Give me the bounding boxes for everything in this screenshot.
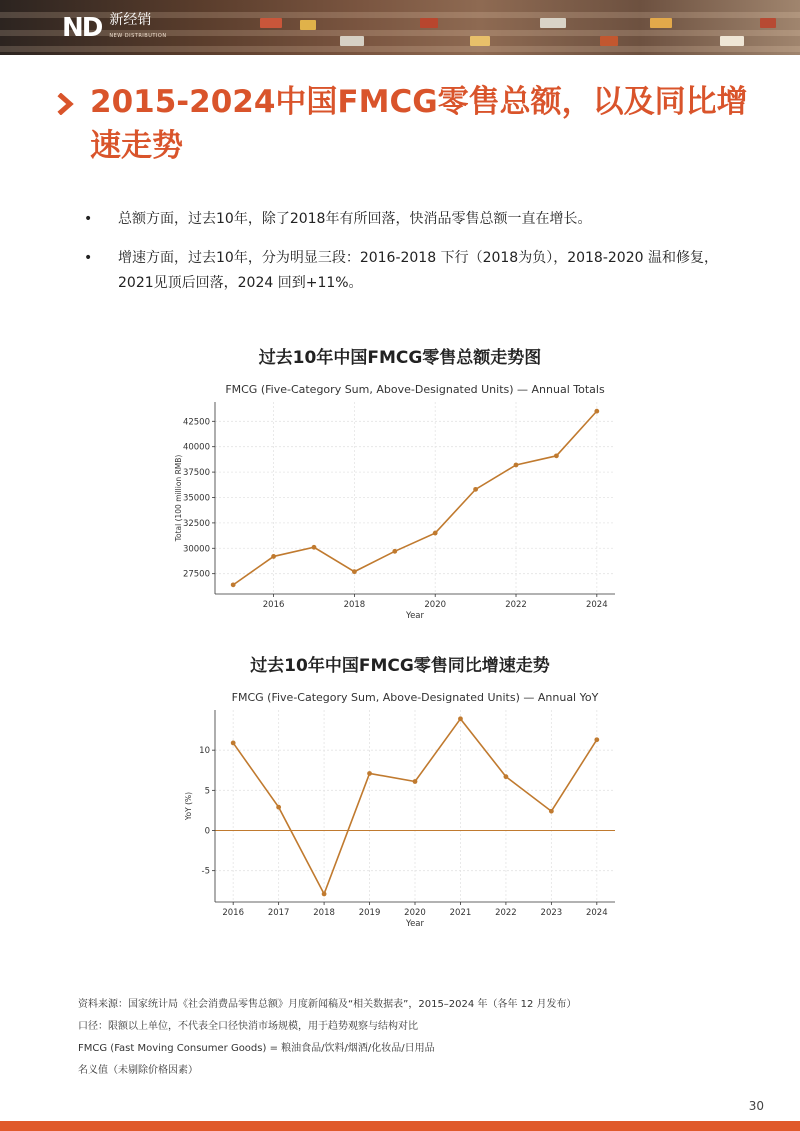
data-point [594,737,599,742]
bullet-text: 增速方面，过去10年，分为明显三段：2016-2018 下行（2018为负），2018-2020 温和修复，2021见顶后回落，2024 回到+11%。 [118,250,718,291]
bullet-item [84,246,734,296]
totals-chart-heading: 过去10年中国FMCG零售总额走势图 [258,348,542,368]
y-tick-label: 42500 [182,417,210,428]
y-tick-label: 35000 [182,493,210,504]
page-number: 30 [748,1099,764,1113]
x-tick-label: 2018 [313,908,335,918]
data-point [231,582,236,587]
x-axis-label: Year [406,919,424,929]
shelf-product [760,18,776,28]
y-axis-label: Total (100 million RMB) [174,454,183,542]
data-point [458,716,463,721]
x-tick-label: 2020 [424,600,447,610]
data-point [276,805,281,810]
data-point [352,569,357,574]
note-scope: 口径：限额以上单位，不代表全口径快消市场规模，用于趋势观察与结构对比 [78,1021,418,1032]
bullet-marker: • [84,250,93,266]
y-axis-label: YoY (%) [184,791,193,821]
title-chevron-icon [56,93,78,115]
x-tick-label: 2017 [267,908,290,918]
totals-line-chart [160,380,630,622]
x-tick-label: 2016 [222,908,245,918]
y-tick-label: 32500 [182,518,210,529]
data-point [322,892,327,897]
data-point [549,809,554,814]
shelf-product [470,36,490,46]
x-tick-label: 2022 [505,600,527,610]
brand-name-en: NEW DISTRIBUTION [109,33,167,39]
shelf-product [300,20,316,30]
note-source: 资料来源：国家统计局《社会消费品零售总额》月度新闻稿及“相关数据表”，2015–2024 年（各年 12 月发布） [78,999,577,1010]
y-tick-label: 27500 [182,569,210,580]
y-tick-label: 30000 [182,544,210,555]
shelf-product [340,36,364,46]
x-tick-label: 2020 [404,908,426,918]
data-point [504,774,509,779]
yoy-chart-heading: 过去10年中国FMCG零售同比增速走势 [250,656,550,676]
y-tick-label: 5 [204,786,210,797]
summary-bullets [84,207,734,310]
series-line [233,411,597,585]
note-definition: FMCG (Fast Moving Consumer Goods) = 粮油食品/饮料/烟酒/化妆品/日用品 [78,1043,435,1054]
page-title: 2015-2024中国FMCG零售总额，以及同比增速走势 [90,84,748,164]
shelf-product [650,18,672,28]
shelf-product [540,18,566,28]
x-tick-label: 2018 [343,600,366,610]
data-point [594,409,599,414]
y-tick-label: 37500 [182,468,210,479]
data-point [312,545,317,550]
shelf-product [260,18,282,28]
x-tick-label: 2024 [585,908,608,918]
y-tick-label: -5 [201,866,210,877]
y-tick-label: 10 [199,746,210,757]
bullet-marker: • [84,211,93,227]
chart-title: FMCG (Five-Category Sum, Above-Designated Units) — Annual Totals [225,383,605,396]
x-tick-label: 2019 [358,908,381,918]
bullet-item [84,207,734,232]
data-point [367,771,372,776]
footer-bar [0,1121,800,1131]
logo-mark: ND [62,13,102,43]
y-tick-label: 0 [204,826,210,837]
shelf-product [720,36,744,46]
x-tick-label: 2021 [449,908,472,918]
bullet-text: 总额方面，过去10年，除了2018年有所回落，快消品零售总额一直在增长。 [118,211,592,227]
brand-logo [62,12,167,44]
shelf-product [420,18,438,28]
brand-name-cn: 新经销 [109,12,152,28]
data-point [413,779,418,784]
data-point [554,453,559,458]
brand-name [109,13,166,43]
data-point [231,741,236,746]
chart-title: FMCG (Five-Category Sum, Above-Designated Units) — Annual YoY [231,691,599,704]
x-tick-label: 2016 [262,600,285,610]
data-point [271,554,276,559]
x-tick-label: 2023 [540,908,563,918]
shelf-product [600,36,618,46]
x-tick-label: 2024 [585,600,608,610]
x-axis-label: Year [406,611,424,621]
note-nominal: 名义值（未剔除价格因素） [78,1065,198,1076]
data-point [514,463,519,468]
y-tick-label: 40000 [182,442,210,453]
shelf-decoration [0,46,800,52]
data-point [392,549,397,554]
source-notes [78,994,758,1082]
x-tick-label: 2022 [495,908,517,918]
data-point [473,487,478,492]
header-banner [0,0,800,55]
data-point [433,531,438,536]
yoy-line-chart [160,688,630,930]
